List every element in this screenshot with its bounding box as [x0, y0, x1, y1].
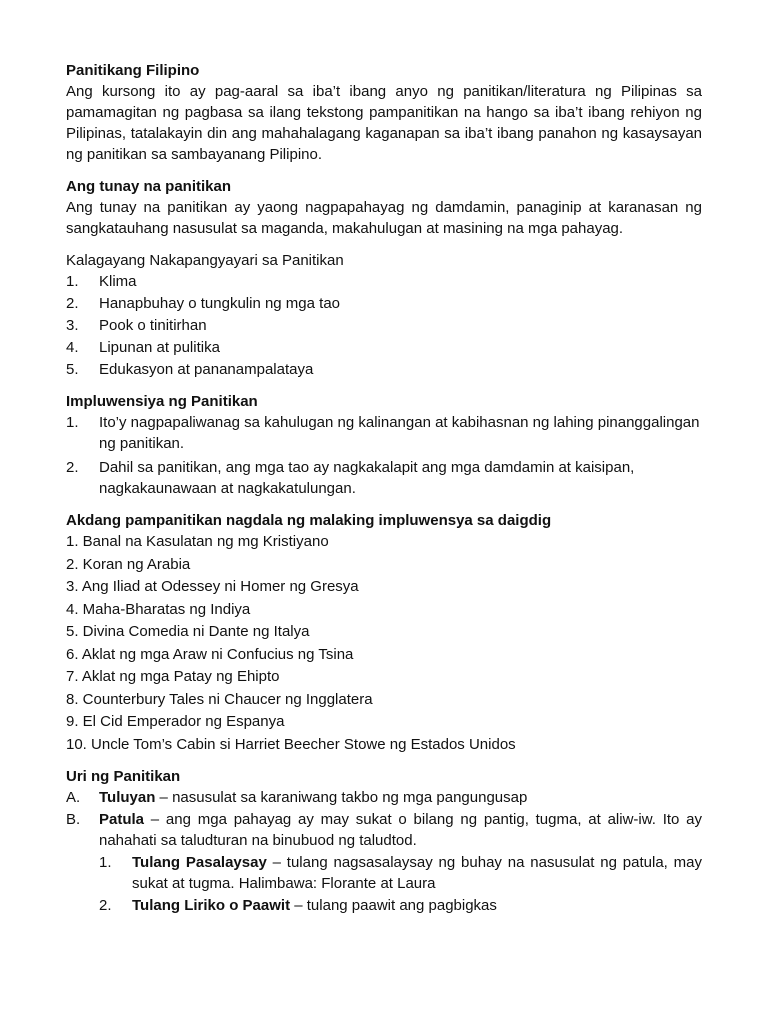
sublist-patula — [99, 852, 702, 916]
term-tulang-liriko: Tulang Liriko o Paawit — [132, 896, 291, 914]
list-item: 4. Maha-Bharatas ng Indiya — [66, 600, 251, 618]
list-item-text: Dahil sa panitikan, ang mga tao ay nagkakalapit ang mga damdamin at kaisipan, nagkakaunawaan at nagkakatulungan. — [99, 459, 635, 497]
term-tulang-pasalaysay: Tulang Pasalaysay — [132, 853, 267, 871]
section-uri-ng-panitikan — [66, 766, 702, 916]
list-item: 6. Aklat ng mga Araw ni Confucius ng Tsina — [66, 645, 354, 663]
list-item — [66, 271, 702, 292]
definition-tuluyan: – nasusulat sa karaniwang takbo ng mga pangungusap — [155, 788, 528, 806]
list-item: 9. El Cid Emperador ng Espanya — [66, 713, 285, 730]
list-item: 7. Aklat ng mga Patay ng Ehipto — [66, 668, 280, 685]
list-item — [66, 412, 702, 454]
list-item-text: Lipunan at pulitika — [99, 339, 220, 356]
paragraph-tunay-na-panitikan: Ang tunay na panitikan ay yaong nagpapahayag ng damdamin, panaginip at karanasan ng sangkatauhang nasusulat sa maganda, makahulugan at masining na mga pahayag. — [66, 199, 702, 237]
list-item — [66, 293, 702, 314]
list-item — [66, 457, 702, 499]
list-item: 5. Divina Comedia ni Dante ng Italya — [66, 623, 310, 640]
list-kalagayan — [66, 271, 702, 380]
term-tuluyan: Tuluyan — [99, 788, 156, 806]
heading-akdang-pampanitikan: Akdang pampanitikan nagdala ng malaking impluwensya sa daigdig — [66, 512, 552, 529]
list-item-text: Ito’y nagpapaliwanag sa kahulugan ng kalinangan at kabihasnan ng lahing pinanggalingan ng panitikan. — [99, 414, 700, 452]
list-item-text — [132, 895, 702, 916]
list-number: 3. — [66, 317, 79, 334]
list-number: 2. — [99, 896, 112, 914]
list-letter: A. — [66, 788, 81, 806]
list-item-patula — [66, 809, 702, 851]
section-akdang-pampanitikan — [66, 510, 702, 755]
section-panitikang-filipino — [66, 60, 702, 165]
list-item: 2. Koran ng Arabia — [66, 555, 191, 573]
section-impluwensiya — [66, 391, 702, 499]
list-uri-ng-panitikan — [66, 787, 702, 851]
sublist-item — [99, 852, 702, 894]
section-tunay-na-panitikan — [66, 176, 702, 239]
section-kalagayan — [66, 250, 702, 380]
list-number: 4. — [66, 339, 79, 356]
list-item-text — [132, 852, 702, 894]
paragraph-panitikang-filipino: Ang kursong ito ay pag-aaral sa iba’t ibang anyo ng panitikan/literatura ng Pilipinas sa pamamagitan ng pagbasa sa ilang tekstong pampanitikan na hango sa iba’t ibang rehiyon ng Pilipinas, tatalakayin din ang mahahalagang kaganapan sa iba’t ibang panahon ng kasaysayan ng panitikan sa sambayanang Pilipino. — [66, 83, 702, 163]
list-item-text — [99, 787, 702, 808]
heading-tunay-na-panitikan: Ang tunay na panitikan — [66, 178, 232, 195]
list-number: 5. — [66, 361, 79, 378]
list-item: 8. Counterbury Tales ni Chaucer ng Ingglatera — [66, 690, 373, 708]
list-item — [66, 337, 702, 358]
list-number: 2. — [66, 459, 79, 476]
list-number: 1. — [66, 414, 79, 431]
definition-tulang-pasalaysay: – tulang nagsasalaysay ng buhay na nasusulat ng patula, may sukat at tugma. Halimbawa: Florante at Laura — [132, 853, 703, 892]
list-item: 3. Ang Iliad at Odessey ni Homer ng Gresya — [66, 578, 359, 595]
list-item: 1. Banal na Kasulatan ng mg Kristiyano — [66, 533, 329, 550]
list-letter: B. — [66, 810, 81, 828]
heading-panitikang-filipino: Panitikang Filipino — [66, 62, 200, 79]
list-item-text: Klima — [99, 273, 137, 290]
definition-patula: – ang mga pahayag ay may sukat o bilang ng pantig, tugma, at aliw-iw. Ito ay nahahati sa taludturan na binubuod ng taludtod. — [99, 810, 702, 849]
heading-impluwensiya: Impluwensiya ng Panitikan — [66, 393, 258, 410]
list-number: 2. — [66, 295, 79, 312]
heading-kalagayan: Kalagayang Nakapangyayari sa Panitikan — [66, 252, 344, 269]
sublist-item — [99, 895, 702, 916]
list-number: 1. — [66, 273, 79, 290]
list-item — [66, 315, 702, 336]
term-patula: Patula — [99, 810, 145, 828]
list-item — [66, 359, 702, 380]
list-impluwensiya — [66, 412, 702, 499]
list-item-text: Edukasyon at pananampalataya — [99, 361, 314, 378]
definition-tulang-liriko: – tulang paawit ang pagbigkas — [290, 896, 497, 914]
list-item: 10. Uncle Tom’s Cabin si Harriet Beecher Stowe ng Estados Unidos — [66, 735, 516, 753]
list-number: 1. — [99, 853, 112, 871]
heading-uri-ng-panitikan: Uri ng Panitikan — [66, 767, 181, 785]
list-akdang-pampanitikan — [66, 531, 702, 755]
list-item-text: Pook o tinitirhan — [99, 317, 207, 334]
list-item-text — [99, 809, 702, 851]
document-page — [66, 60, 702, 927]
list-item-tuluyan — [66, 787, 702, 808]
list-item-text: Hanapbuhay o tungkulin ng mga tao — [99, 295, 341, 312]
